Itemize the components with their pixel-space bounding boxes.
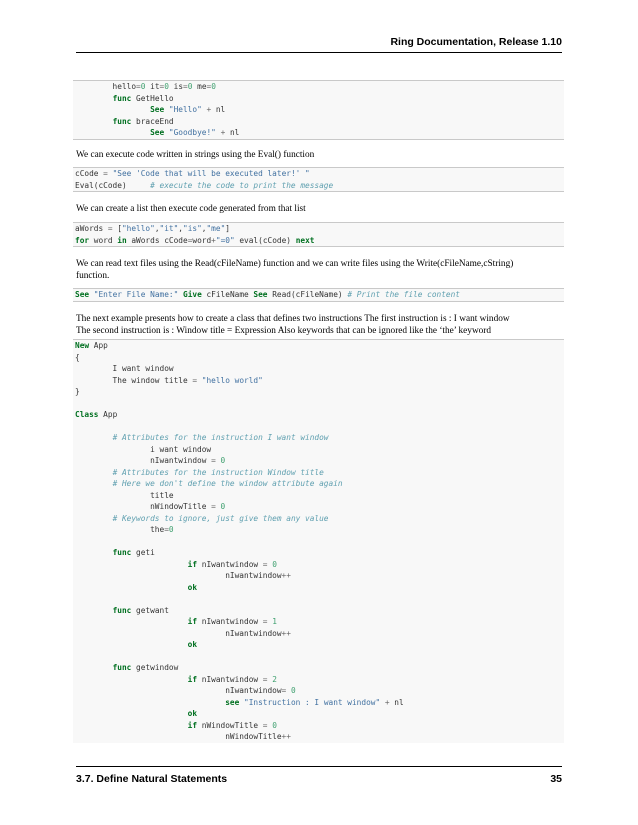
code-token: } [75,387,80,396]
code-token: if [187,617,198,626]
paragraph-read-write: We can read text files using the Read(cFileName) function and we can write files using the Write(cFileName,cString) [76,259,514,269]
code-token: ok [187,640,198,649]
code-token: See [75,290,90,299]
paragraph-eval: We can execute code written in strings using the Eval() function [76,150,315,160]
code-block-class-app [73,339,564,743]
code-line [75,524,562,536]
code-line [75,708,562,720]
code-token: = [211,502,216,511]
code-token: # Here we don't define the window attribute again [112,479,343,488]
code-block-read-file [73,288,564,302]
code-token: next [295,235,315,245]
code-token: = [211,456,216,465]
code-line [75,674,562,686]
code-line [75,93,562,105]
code-token: = [262,559,268,569]
code-token: nIwantwindow [197,617,263,626]
code-token: + [211,235,216,245]
code-token [75,583,188,592]
code-token: + [384,697,390,707]
paragraph-class-example-cont: The second instruction is : Window title = Expression Also keywords that can be ignored like the ‘the’ keyword [76,326,492,336]
code-line [75,340,562,352]
code-token: 1 [272,617,277,626]
code-line [75,570,562,582]
code-token: "See 'Code that will be executed later!' " [112,169,310,178]
code-token: nWindowTitle [75,732,282,741]
code-token: = [164,525,169,534]
code-token [75,94,113,103]
code-token [75,640,188,649]
code-token: = [183,82,188,91]
code-token: Give [183,290,202,299]
code-token: nWindowTitle [197,720,263,730]
code-token: "is" [183,224,202,233]
code-token: geti [131,548,155,557]
code-line [75,421,562,433]
code-token: [ [112,224,122,233]
code-token [75,698,225,707]
code-token: for [75,235,90,245]
code-token: ok [187,709,198,718]
code-token: Eval(cCode) [75,180,151,190]
code-token: 0 [168,525,174,534]
code-line [75,639,562,651]
code-token: nIwantwindow [75,456,212,465]
code-token: ok [187,582,198,592]
code-token: 0 [140,82,146,91]
footer-rule [76,766,562,767]
code-token: cCode [75,169,104,178]
code-line [75,651,562,663]
code-token: func [112,548,132,557]
code-token: GetHello [131,93,174,103]
code-token: # Attributes for the instruction Window title [112,467,324,477]
code-token: word [89,235,118,245]
paragraph-list-eval: We can create a list then execute code generated from that list [76,204,306,214]
code-token: 0 [220,502,226,511]
code-token: = [187,235,193,245]
code-token: { [75,352,80,362]
code-token: = [107,224,113,233]
code-token: 0 [272,720,277,730]
code-line [75,547,562,559]
code-line [75,352,562,364]
code-token: = [206,82,212,91]
code-line [75,398,562,410]
code-line [75,432,562,444]
code-token: , [154,224,160,233]
code-token: I want window [75,364,174,373]
code-line [75,467,562,479]
code-line [75,444,562,456]
code-token: nl [389,697,404,707]
code-token: # Keywords to ignore, just give them any value [112,513,329,523]
code-line [75,501,562,513]
code-line [75,180,562,192]
code-token: if [187,720,198,730]
code-line [75,559,562,571]
code-token: = [262,617,268,626]
code-token: 0 [272,559,277,569]
code-token: ++ [281,732,291,741]
code-token: word [192,235,212,245]
code-token [75,560,188,569]
code-token: = [281,686,287,695]
code-token: title [75,490,174,500]
code-token: ] [225,224,230,233]
code-token: nIwantwindow [197,559,263,569]
code-token: 0 [290,686,296,695]
code-token: nl [225,128,240,137]
code-line [75,605,562,617]
code-token: cFileName [201,290,254,299]
code-token [75,709,188,718]
code-token: see [225,697,240,707]
code-token: "me" [206,224,226,233]
code-token: # Attributes for the instruction I want window [112,433,329,442]
code-token: "Hello" [168,105,202,114]
code-token: = [136,82,141,91]
code-token: nIwantwindow [197,674,263,684]
code-line [75,536,562,548]
code-token: getwindow [131,663,179,672]
code-token: "Goodbye!" [168,128,216,137]
code-token: Read(cFileName) [267,290,348,299]
code-token: func [112,605,132,615]
code-token: it [145,82,160,91]
code-token: getwant [131,605,169,615]
code-token: func [112,663,132,672]
code-token: i want window [75,444,212,454]
code-token: = [262,720,268,730]
code-token: "hello" [121,224,155,233]
code-token: Class [75,410,99,419]
code-token: in [117,235,127,245]
code-line [75,662,562,674]
code-token [75,433,113,442]
code-line [75,127,562,139]
code-token: # execute the code to print the message [150,180,334,190]
code-token [75,675,188,684]
code-line [75,409,562,421]
code-line [75,685,562,697]
code-token: eval(cCode) [234,235,296,245]
code-block-eval [73,167,564,192]
code-token: nIwantwindow [75,686,282,695]
code-token: 2 [272,674,277,684]
code-token: = [103,169,108,178]
code-line [75,478,562,490]
code-line [75,697,562,709]
code-block-list-eval [73,222,564,247]
code-line [75,386,562,398]
code-token: hello [75,82,137,91]
code-token: "hello world" [201,375,263,385]
footer-section: 3.7. Define Natural Statements [76,773,228,785]
code-token: nWindowTitle [75,502,212,511]
code-token: See [150,105,165,114]
code-token: 0 [164,82,169,91]
code-token: "Instruction : I want window" [244,697,381,707]
code-line [75,104,562,116]
code-token: 0 [220,456,226,465]
code-token: = [192,375,198,385]
paragraph-class-example: The next example presents how to create a class that defines two instructions The first instruction is : I want window [76,314,510,324]
paragraph-read-write-cont: function. [76,271,110,281]
code-token [75,117,113,126]
code-token: App [98,410,118,419]
code-token: 0 [211,82,216,91]
code-token: + [220,128,226,137]
code-line [75,593,562,605]
code-token: nIwantwindow [75,571,282,580]
code-token: me [192,82,207,91]
code-token [75,606,113,615]
code-token: + [206,105,212,114]
code-token: nIwantwindow [75,628,282,638]
code-line [75,81,562,93]
code-token: , [201,224,207,233]
code-token: aWords [75,224,108,233]
code-token: 0 [187,82,193,91]
code-token: New [75,341,90,350]
code-token: The window title [75,375,193,385]
code-line [75,490,562,502]
code-token: = [159,82,165,91]
code-line [75,582,562,594]
code-block-natural-statements-tail [73,80,564,140]
code-token [75,617,188,626]
code-token: nl [211,105,226,114]
code-token [75,468,113,477]
code-token: "Enter File Name:" [93,290,179,299]
code-token: is [168,82,184,91]
code-token [75,663,113,672]
code-token: "=0" [215,235,235,245]
code-token: braceEnd [131,116,174,126]
code-token: "it" [159,224,179,233]
code-line [75,168,562,180]
code-token: App [89,341,108,350]
code-token: the [75,525,165,534]
code-line [75,375,562,387]
code-line [75,116,562,128]
code-token [75,548,113,557]
code-token: if [187,674,198,684]
code-token: = [262,674,268,684]
page-number: 35 [550,773,562,785]
code-token: See [253,290,268,299]
code-token: aWords cCode [126,235,188,245]
code-line [75,720,562,732]
code-line [75,616,562,628]
code-token: ++ [281,628,291,638]
code-token [75,105,150,114]
code-line [75,223,562,235]
header-rule [76,52,562,53]
code-token [75,479,113,488]
code-line [75,455,562,467]
code-token [75,514,113,523]
code-line [75,363,562,375]
code-token: # Print the file content [347,290,460,299]
code-line [75,235,562,247]
code-token: func [112,116,132,126]
code-token: See [150,128,165,137]
code-line [75,289,562,301]
code-token [75,721,188,730]
running-header: Ring Documentation, Release 1.10 [390,36,562,48]
code-line [75,628,562,640]
code-token: ++ [281,571,291,580]
code-line [75,731,562,743]
code-token: if [187,559,198,569]
code-line [75,513,562,525]
code-token [75,128,150,137]
code-token: func [112,93,132,103]
code-token: , [178,224,183,233]
